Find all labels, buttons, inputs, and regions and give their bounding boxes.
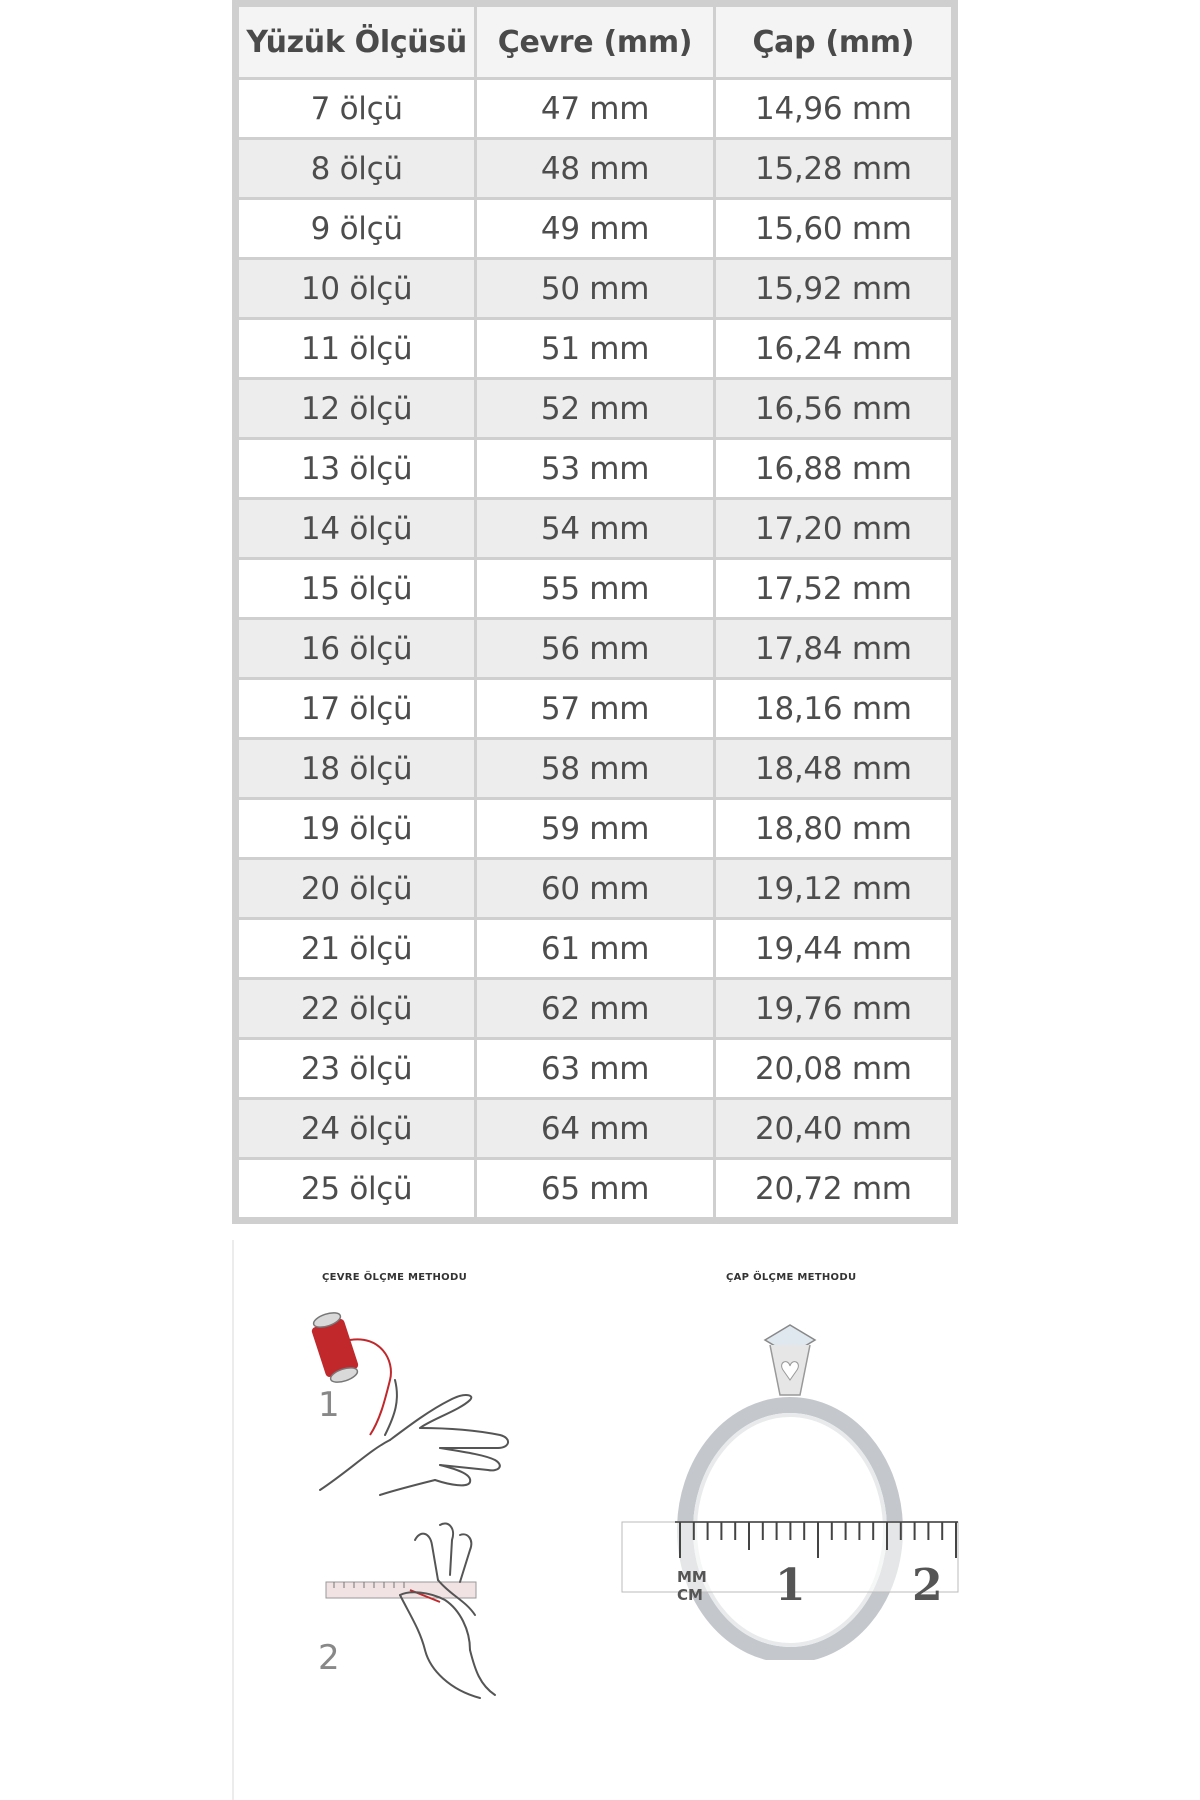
- cell-ring-size: 18 ölçü: [239, 740, 474, 797]
- table-row: [239, 620, 951, 677]
- cell-ring-size: 8 ölçü: [239, 140, 474, 197]
- table-row: [239, 140, 951, 197]
- cell-ring-size: 17 ölçü: [239, 680, 474, 737]
- cell-ring-size: 11 ölçü: [239, 320, 474, 377]
- cell-circumference: 52 mm: [477, 380, 712, 437]
- table-row: [239, 500, 951, 557]
- table-row: [239, 980, 951, 1037]
- ring-size-table: [232, 0, 958, 1224]
- cell-diameter: 16,56 mm: [716, 380, 951, 437]
- header-circumference: Çevre (mm): [477, 7, 712, 77]
- table-row: [239, 320, 951, 377]
- table-row: [239, 380, 951, 437]
- table-row: [239, 1160, 951, 1217]
- cell-circumference: 64 mm: [477, 1100, 712, 1157]
- cell-diameter: 19,76 mm: [716, 980, 951, 1037]
- step-1-number: 1: [318, 1385, 340, 1425]
- diameter-method-title: ÇAP ÖLÇME METHODU: [726, 1272, 857, 1283]
- cell-diameter: 15,92 mm: [716, 260, 951, 317]
- cell-circumference: 55 mm: [477, 560, 712, 617]
- cell-ring-size: 19 ölçü: [239, 800, 474, 857]
- table-row: [239, 560, 951, 617]
- cell-circumference: 53 mm: [477, 440, 712, 497]
- table-row: [239, 740, 951, 797]
- cell-ring-size: 25 ölçü: [239, 1160, 474, 1217]
- cell-diameter: 18,80 mm: [716, 800, 951, 857]
- header-ring-size: Yüzük Ölçüsü: [239, 7, 474, 77]
- cell-ring-size: 20 ölçü: [239, 860, 474, 917]
- cell-diameter: 19,12 mm: [716, 860, 951, 917]
- cell-ring-size: 10 ölçü: [239, 260, 474, 317]
- hand-icon: [320, 1380, 508, 1495]
- table-row: [239, 440, 951, 497]
- cell-circumference: 58 mm: [477, 740, 712, 797]
- circumference-method-title: ÇEVRE ÖLÇME METHODU: [322, 1272, 467, 1283]
- cell-diameter: 18,48 mm: [716, 740, 951, 797]
- cell-diameter: 16,24 mm: [716, 320, 951, 377]
- header-diameter: Çap (mm): [716, 7, 951, 77]
- ruler-unit-cm: CM: [677, 1586, 703, 1604]
- cell-circumference: 50 mm: [477, 260, 712, 317]
- table-header-row: [239, 7, 951, 77]
- cell-ring-size: 23 ölçü: [239, 1040, 474, 1097]
- cell-ring-size: 13 ölçü: [239, 440, 474, 497]
- table-row: [239, 1100, 951, 1157]
- cell-circumference: 62 mm: [477, 980, 712, 1037]
- pinching-hand-icon: [400, 1523, 495, 1698]
- cell-diameter: 16,88 mm: [716, 440, 951, 497]
- cell-diameter: 17,84 mm: [716, 620, 951, 677]
- cell-circumference: 56 mm: [477, 620, 712, 677]
- cell-ring-size: 21 ölçü: [239, 920, 474, 977]
- cell-diameter: 17,52 mm: [716, 560, 951, 617]
- cell-circumference: 61 mm: [477, 920, 712, 977]
- cell-diameter: 14,96 mm: [716, 80, 951, 137]
- cell-diameter: 20,40 mm: [716, 1100, 951, 1157]
- cell-circumference: 65 mm: [477, 1160, 712, 1217]
- ruler-measure-hand-illustration: [320, 1520, 540, 1700]
- cell-ring-size: 7 ölçü: [239, 80, 474, 137]
- ruler-unit-mm: MM: [677, 1568, 707, 1586]
- table-row: [239, 200, 951, 257]
- cell-diameter: 20,72 mm: [716, 1160, 951, 1217]
- table-row: [239, 860, 951, 917]
- cell-ring-size: 12 ölçü: [239, 380, 474, 437]
- thread-spool-icon: [311, 1310, 359, 1385]
- cell-circumference: 57 mm: [477, 680, 712, 737]
- cell-circumference: 51 mm: [477, 320, 712, 377]
- step-2-number: 2: [318, 1638, 340, 1678]
- cell-ring-size: 22 ölçü: [239, 980, 474, 1037]
- thread-wrap-hand-illustration: [300, 1300, 540, 1500]
- table-row: [239, 920, 951, 977]
- cell-circumference: 59 mm: [477, 800, 712, 857]
- thread-line: [350, 1339, 391, 1435]
- cell-diameter: 20,08 mm: [716, 1040, 951, 1097]
- cell-diameter: 15,60 mm: [716, 200, 951, 257]
- table-row: [239, 800, 951, 857]
- cell-diameter: 17,20 mm: [716, 500, 951, 557]
- cell-circumference: 63 mm: [477, 1040, 712, 1097]
- ring-diameter-illustration: [620, 1300, 960, 1660]
- cell-circumference: 47 mm: [477, 80, 712, 137]
- cell-circumference: 48 mm: [477, 140, 712, 197]
- cell-diameter: 18,16 mm: [716, 680, 951, 737]
- cell-circumference: 54 mm: [477, 500, 712, 557]
- cell-circumference: 49 mm: [477, 200, 712, 257]
- table-row: [239, 680, 951, 737]
- cell-diameter: 15,28 mm: [716, 140, 951, 197]
- cell-diameter: 19,44 mm: [716, 920, 951, 977]
- page-divider-line: [232, 1240, 234, 1800]
- table-row: [239, 1040, 951, 1097]
- cell-ring-size: 16 ölçü: [239, 620, 474, 677]
- cell-circumference: 60 mm: [477, 860, 712, 917]
- cell-ring-size: 24 ölçü: [239, 1100, 474, 1157]
- table-row: [239, 260, 951, 317]
- cell-ring-size: 15 ölçü: [239, 560, 474, 617]
- ruler-label-1: 1: [775, 1560, 806, 1611]
- ruler-label-2: 2: [912, 1560, 943, 1611]
- cell-ring-size: 14 ölçü: [239, 500, 474, 557]
- cell-ring-size: 9 ölçü: [239, 200, 474, 257]
- table-row: [239, 80, 951, 137]
